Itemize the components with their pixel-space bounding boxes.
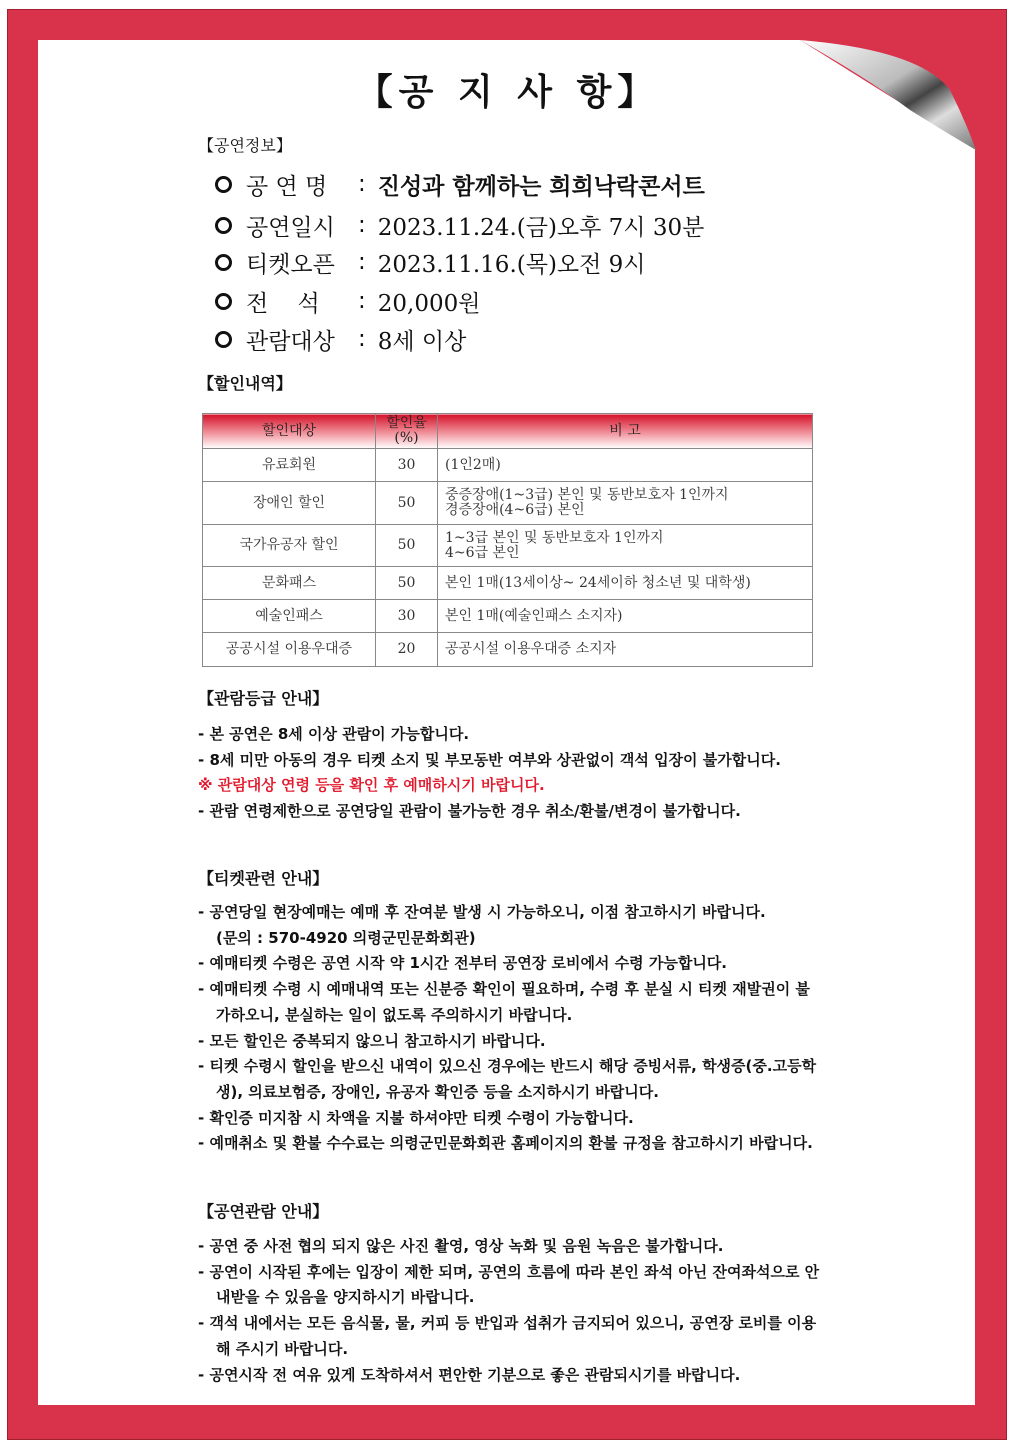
info-row [215, 245, 646, 279]
page-title: 【공 지 사 항】 [356, 72, 660, 113]
info-row [215, 208, 704, 242]
colon: : [358, 171, 366, 197]
table-cell: 유료회원 [203, 449, 376, 482]
colon: : [358, 212, 366, 238]
info-value: 2023.11.24.(금)오후 7시 30분 [377, 214, 705, 241]
table-header: 할인대상 [203, 414, 376, 449]
table-cell: 50 [376, 482, 438, 525]
info-value: 진성과 함께하는 희희낙락콘서트 [377, 173, 705, 200]
ticket-section-heading: 【티켓관련 안내】 [198, 869, 329, 888]
list-item: (문의 : 570-4920 의령군민문화회관) [216, 928, 476, 947]
circle-bullet-icon [215, 176, 232, 193]
list-item: - 확인증 미지참 시 차액을 지불 하셔야만 티켓 수령이 가능합니다. [198, 1108, 634, 1127]
circle-bullet-icon [215, 254, 232, 271]
list-item: - 공연당일 현장예매는 예매 후 잔여분 발생 시 가능하오니, 이점 참고하시기 바랍니다. [198, 903, 766, 921]
table-cell: 문화패스 [203, 567, 376, 600]
info-label: 티켓오픈 [246, 251, 335, 278]
rating-list [198, 722, 823, 825]
info-label: 관람대상 [246, 328, 335, 355]
table-header: 비 고 [438, 414, 813, 449]
circle-bullet-icon [215, 331, 232, 348]
table-cell: 20 [376, 633, 438, 667]
table-row [203, 449, 813, 482]
list-item: - 관람 연령제한으로 공연당일 관람이 불가능한 경우 취소/환불/변경이 불가합니다. [198, 802, 741, 821]
table-cell: 예술인패스 [203, 600, 376, 633]
info-value: 2023.11.16.(목)오전 9시 [377, 251, 646, 278]
ticket-list [198, 900, 823, 1157]
table-cell: 국가유공자 할인 [203, 525, 376, 567]
info-value: 20,000원 [377, 290, 481, 317]
colon: : [358, 249, 366, 275]
info-row [215, 322, 466, 356]
table-header: 할인율 (%) [376, 414, 438, 449]
table-cell: 중증장애(1~3급) 본인 및 동반보호자 1인까지 경증장애(4~6급) 본인 [438, 482, 813, 525]
info-section-heading: 【공연정보】 [198, 136, 292, 155]
list-item: - 예매티켓 수령 시 예매내역 또는 신분증 확인이 필요하며, 수령 후 분실 시 티켓 재발권이 불가하오니, 분실하는 일이 없도록 주의하시기 바랍니다. [198, 980, 810, 1024]
list-item: - 티켓 수령시 할인을 받으신 내역이 있으신 경우에는 반드시 해당 증빙서류, 학생증(중.고등학생), 의료보험증, 장애인, 유공자 확인증 등을 소지하시기 바랍니다. [198, 1057, 817, 1101]
info-label: 공연일시 [246, 214, 335, 241]
table-row [203, 633, 813, 667]
list-item: - 공연시작 전 여유 있게 도착하셔서 편안한 기분으로 좋은 관람되시기를 바랍니다. [198, 1365, 741, 1384]
circle-bullet-icon [215, 217, 232, 234]
table-row [203, 525, 813, 567]
info-value: 8세 이상 [377, 328, 467, 355]
list-item: - 공연이 시작된 후에는 입장이 제한 되며, 공연의 흐름에 따라 본인 좌석 아닌 잔여좌석으로 안내받을 수 있음을 양지하시기 바랍니다. [198, 1262, 820, 1307]
viewing-section-heading: 【공연관람 안내】 [198, 1202, 329, 1221]
table-cell: 장애인 할인 [203, 482, 376, 525]
table-cell: (1인2매) [438, 449, 813, 482]
list-item: - 공연 중 사전 협의 되지 않은 사진 촬영, 영상 녹화 및 음원 녹음은 불가합니다. [198, 1237, 724, 1255]
table-cell: 1~3급 본인 및 동반보호자 1인까지 4~6급 본인 [438, 525, 813, 567]
info-row [215, 284, 480, 318]
rating-section-heading: 【관람등급 안내】 [198, 689, 329, 708]
table-row [203, 482, 813, 525]
list-item: - 본 공연은 8세 이상 관람이 가능합니다. [198, 725, 470, 743]
table-cell: 30 [376, 600, 438, 633]
colon: : [358, 326, 366, 352]
table-row [203, 567, 813, 600]
list-item: - 모든 할인은 중복되지 않으니 참고하시기 바랍니다. [198, 1031, 546, 1050]
colon: : [358, 288, 366, 314]
list-item: - 객석 내에서는 모든 음식물, 물, 커피 등 반입과 섭취가 금지되어 있으니, 공연장 로비를 이용해 주시기 바랍니다. [198, 1314, 817, 1358]
table-cell: 공공시설 이용우대증 소지자 [438, 633, 813, 667]
viewing-list [198, 1234, 823, 1388]
list-item: - 예매취소 및 환불 수수료는 의령군민문화회관 홈페이지의 환불 규정을 참고하시기 바랍니다. [198, 1134, 813, 1153]
table-cell: 50 [376, 525, 438, 567]
list-item: - 8세 미만 아동의 경우 티켓 소지 및 부모동반 여부와 상관없이 객석 입장이 불가합니다. [198, 750, 781, 769]
discount-table [202, 413, 813, 667]
list-item: ※ 관람대상 연령 등을 확인 후 예매하시기 바랍니다. [198, 776, 545, 795]
discount-section-heading: 【할인내역】 [198, 374, 292, 393]
table-cell: 50 [376, 567, 438, 600]
table-cell: 본인 1매(예술인패스 소지자) [438, 600, 813, 633]
table-cell: 30 [376, 449, 438, 482]
circle-bullet-icon [215, 293, 232, 310]
list-item: - 예매티켓 수령은 공연 시작 약 1시간 전부터 공연장 로비에서 수령 가능합니다. [198, 954, 727, 973]
table-cell: 공공시설 이용우대증 [203, 633, 376, 667]
info-label: 전 석 [246, 290, 320, 317]
info-row [215, 167, 705, 201]
table-row [203, 600, 813, 633]
table-cell: 본인 1매(13세이상~ 24세이하 청소년 및 대학생) [438, 567, 813, 600]
info-label: 공 연 명 [246, 173, 328, 200]
